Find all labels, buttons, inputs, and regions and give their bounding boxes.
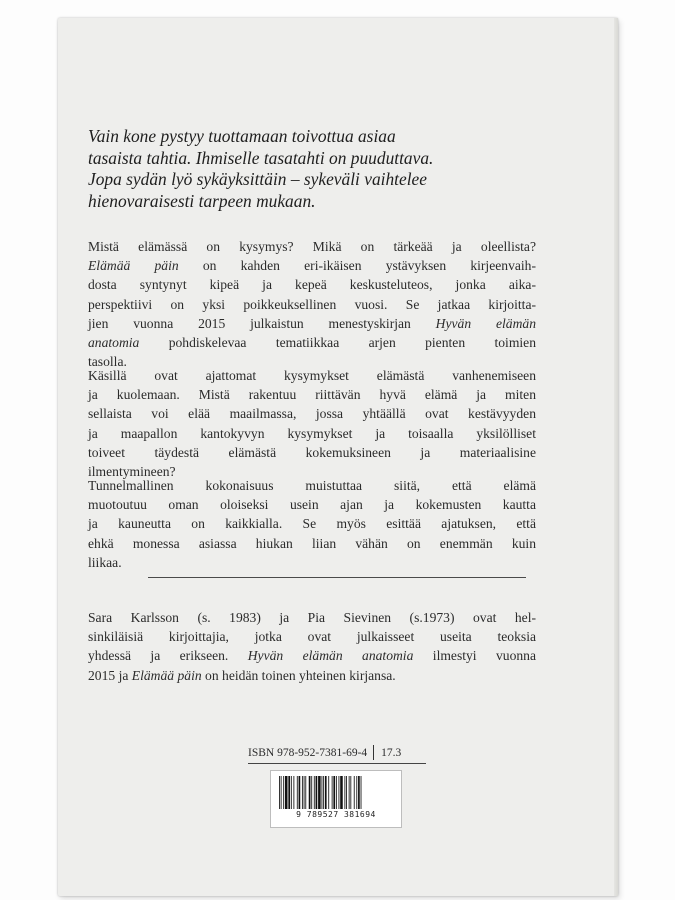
cover-edge [614,18,618,896]
quote-line: Jopa sydän lyö sykäyksittäin – sykeväli vaihtelee [88,169,427,189]
isbn-underline [248,763,426,764]
text-line: sinkiläisiä kirjoittajia, jotka ovat julkaisseet useita teoksia [88,629,536,645]
barcode-digits: 9 789527 381694 [296,810,376,819]
barcode-bar [332,776,333,809]
text-line [88,333,536,352]
barcode-bars [277,776,395,810]
text-line [88,646,536,665]
barcode-bar [328,776,329,809]
barcode-bar [318,776,321,809]
text-line: ja maapallon kantokyvyn kysymykset ja toisaalla yksilölliset [88,425,536,441]
barcode-bar [291,776,292,809]
book-title: Hyvän elämän [435,315,536,331]
section-divider [148,577,526,578]
text: ilmestyi vuonna [413,648,537,664]
barcode-bar [340,776,343,809]
library-class: 17.3 [381,746,402,759]
barcode [270,770,402,828]
book-title: Hyvän elämän anatomia [247,648,414,664]
barcode-bar [281,776,282,809]
text-line: toiveet täydestä elämästä kokemuksineen ja materiaalisine [88,444,536,460]
text-line [88,295,536,314]
barcode-bar [314,776,315,809]
text: 2015 ja [88,667,132,683]
barcode-bar [297,776,298,809]
book-title: Elämää päin [88,258,179,274]
barcode-bar [305,776,306,809]
quote-line: Vain kone pystyy tuottamaan toivottua asiaa [88,126,396,146]
text-line: ehkä monessa asiassa hiukan liian vähän on enemmän kuin [88,535,536,551]
text-line: ja kuolemaan. Mistä rakentuu riittävän hyvä elämä ja miten [88,387,536,403]
isbn-separator [373,745,374,760]
text: perspektiivi on yksi poikkeuksellinen vuosi. Se jatkaa kirjoitta- [88,296,536,312]
book-title: anatomia [88,335,140,351]
text-line: sellaista voi elää maailmassa, jossa yhtäällä ovat kestävyyden [88,406,536,422]
text: yhdessä ja erikseen. [88,648,248,664]
text: on kahden eri-ikäisen ystävyksen kirjeenvaih- [178,258,536,274]
barcode-bar [339,776,340,809]
barcode-bar [333,776,335,809]
barcode-bar [354,776,355,809]
text-line: Käsillä ovat ajattomat kysymykset elämästä vanhenemiseen [88,368,536,383]
barcode-bar [316,776,318,809]
barcode-bar [302,776,303,809]
isbn-row [248,745,401,760]
barcode-bar [311,776,312,809]
barcode-bar [358,776,360,809]
isbn-number: ISBN 978-952-7381-69-4 [248,746,368,759]
text-line: Sara Karlsson (s. 1983) ja Pia Sievinen (s.1973) ovat hel- [88,610,536,625]
barcode-bar [325,776,327,809]
text-line [88,275,536,294]
barcode-bar [350,776,351,809]
text-line [88,666,536,685]
text-line [88,256,536,275]
text: on heidän toinen yhteinen kirjansa. [201,667,396,683]
quote-line: tasaista tahtia. Ihmiselle tasatahti on puuduttava. [88,147,434,168]
barcode-bar [336,776,337,809]
text-line: Tunnelmallinen kokonaisuus muistuttaa siitä, että elämä [88,478,536,493]
barcode-bar [344,776,345,809]
text: jien vuonna 2015 julkaistun menestyskirjan [88,315,436,331]
barcode-bar [322,776,323,809]
barcode-bar [346,776,347,809]
text: pohdiskelevaa tematiikkaa arjen pienten toimien [139,335,536,351]
barcode-bar [323,776,324,809]
text: dosta syntynyt kipeä ja kepeä keskusteluteos, jonka aika- [88,277,536,293]
description-paragraph-1 [88,237,536,371]
text-line: ja kauneutta on kaikkialla. Se myös esittää ajatuksen, että [88,516,536,532]
barcode-bar [283,776,284,809]
text: Mistä elämässä on kysymys? Mikä on tärkeää ja oleellista? [88,239,536,254]
text-line [88,237,536,256]
description-paragraph-2 [88,366,536,481]
barcode-bar [309,776,311,809]
barcode-bar [285,776,288,809]
text-line: liikaa. [88,554,122,570]
description-paragraph-3 [88,476,536,572]
barcode-bar [279,776,280,809]
quote-line: hienovaraisesti tarpeen mukaan. [88,190,316,211]
barcode-bar [288,776,290,809]
barcode-bar [304,776,305,809]
barcode-bar [293,776,294,809]
barcode-bar [299,776,301,809]
author-bio [88,608,536,685]
text-line [88,314,536,333]
book-title: Elämää päin [131,667,202,683]
text: tasolla. [88,354,127,370]
barcode-bar [356,776,357,809]
barcode-bar [349,776,350,809]
back-cover-quote [88,126,536,212]
barcode-bar [361,776,362,809]
text-line: ilmentymineen? [88,464,176,480]
text-line: muotoutuu oman oloiseksi usein ajan ja kokemusten kautta [88,497,536,513]
